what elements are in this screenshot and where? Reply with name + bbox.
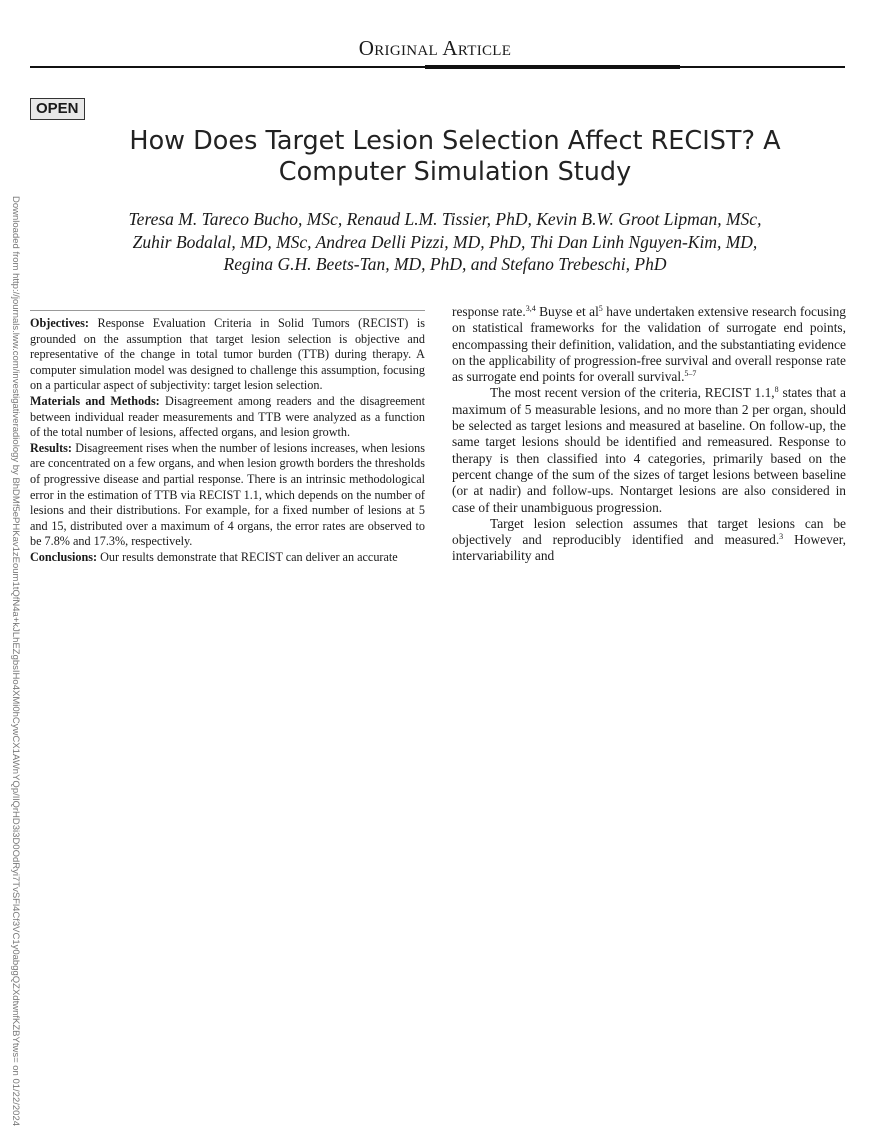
authors-line-1: Teresa M. Tareco Bucho, MSc, Renaud L.M. Tissier, PhD, Kevin B.W. Groot Lipman, MSc, [128,209,762,229]
section-header: Original Article [358,36,512,60]
open-access-badge: OPEN [30,98,85,120]
authors-line-2: Zuhir Bodalal, MD, MSc, Andrea Delli Pizzi, MD, PhD, Thi Dan Linh Nguyen-Kim, MD, [132,231,758,252]
citation[interactable]: 3 [779,532,784,542]
results-text: Disagreement rises when the number of lesions increases, when lesions are concentrated on a few organs, and when lesion growth borders the thresholds of progressive disease and partial response. There is an intrinsic methodological error in the estimation of TTB via RECIST 1.1, which depends on the number of lesions and their distributions. For example, for a fixed number of lesions at 5 and 15, distributed over a maximum of 4 organs, the error rates are observed to be 7.8% and 17.3%, respectively. [30,440,425,549]
body-paragraph-2 [452,385,846,515]
title-line-2: Computer Simulation Study [278,157,632,187]
abstract-results [30,441,425,550]
body-text: Buyse et al [535,304,599,319]
citation[interactable]: 3,4 [525,304,536,313]
header-rule-accent [425,65,680,69]
abstract-conclusions [30,550,425,566]
abstract-objectives [30,316,425,394]
conclusions-label: Conclusions: [30,549,98,564]
citation[interactable]: 5 [598,304,603,313]
abstract-methods [30,394,425,441]
download-watermark: Downloaded from http://journals.lww.com/investigativeradiology by BhDMf5ePHKav1zEoum1tQfN4a+kJLhEZgbsIHo4XMi0hCywCX1AWnYQp/IlQrHD3i3D0OdRyi7TvSFl4Cf3VC1y0abggQZXdtwnfKZBYtws= on 01/22/2024 [10,196,21,1126]
author-list [60,208,830,276]
methods-label: Materials and Methods: [30,393,160,408]
results-label: Results: [30,440,72,455]
body-paragraph-3 [452,516,846,565]
body-text: states that a maximum of 5 measurable lesions, and no more than 2 per organ, should be selected as target lesions and measured at baseline. On follow-up, the same target lesions should be identified and remeasured. Response to therapy is then classified into 4 categories, primarily based on the percent change of the sum of the sizes of target lesions between baseline (or at nadir) and follow-ups. Nontarget lesions are also considered in case of their unambiguous progression. [452,385,846,515]
authors-line-3: Regina G.H. Beets-Tan, MD, PhD, and Stefano Trebeschi, PhD [223,254,667,274]
objectives-label: Objectives: [30,316,89,330]
body-column [452,304,846,565]
abstract [30,316,425,566]
title-line-1: How Does Target Lesion Selection Affect RECIST? A [129,126,781,156]
body-text: response rate. [452,304,526,319]
body-text: However, intervariability and [452,532,846,564]
conclusions-text: Our results demonstrate that RECIST can deliver an accurate [97,549,398,564]
citation[interactable]: 5–7 [684,369,697,379]
body-text: The most recent version of the criteria, RECIST 1.1, [490,385,775,401]
body-text: Target lesion selection assumes that target lesions can be objectively and reproducibly identified and measured. [452,515,846,548]
objectives-text: Response Evaluation Criteria in Solid Tumors (RECIST) is grounded on the assumption that target lesion selection is objective and representative of the change in total tumor burden (TTB) during therapy. A computer simulation model was designed to challenge this assumption, focusing on a particular aspect of subjectivity: target lesion selection. [30,316,425,393]
body-text: have undertaken extensive research focusing on statistical frameworks for the validation of surrogate end points, encompassing their definition, validation, and the substantiating evidence on the applicability of progression-free survival and overall response rate as surrogate end points for overall survival. [452,304,846,385]
citation[interactable]: 8 [774,385,779,395]
body-paragraph-1 [452,304,846,385]
abstract-rule [30,310,425,311]
article-title [80,126,830,188]
methods-text: Disagreement among readers and the disagreement between individual reader measurements and TTB were analyzed as a function of the total number of lesions, affected organs, and lesion growth. [30,393,425,440]
